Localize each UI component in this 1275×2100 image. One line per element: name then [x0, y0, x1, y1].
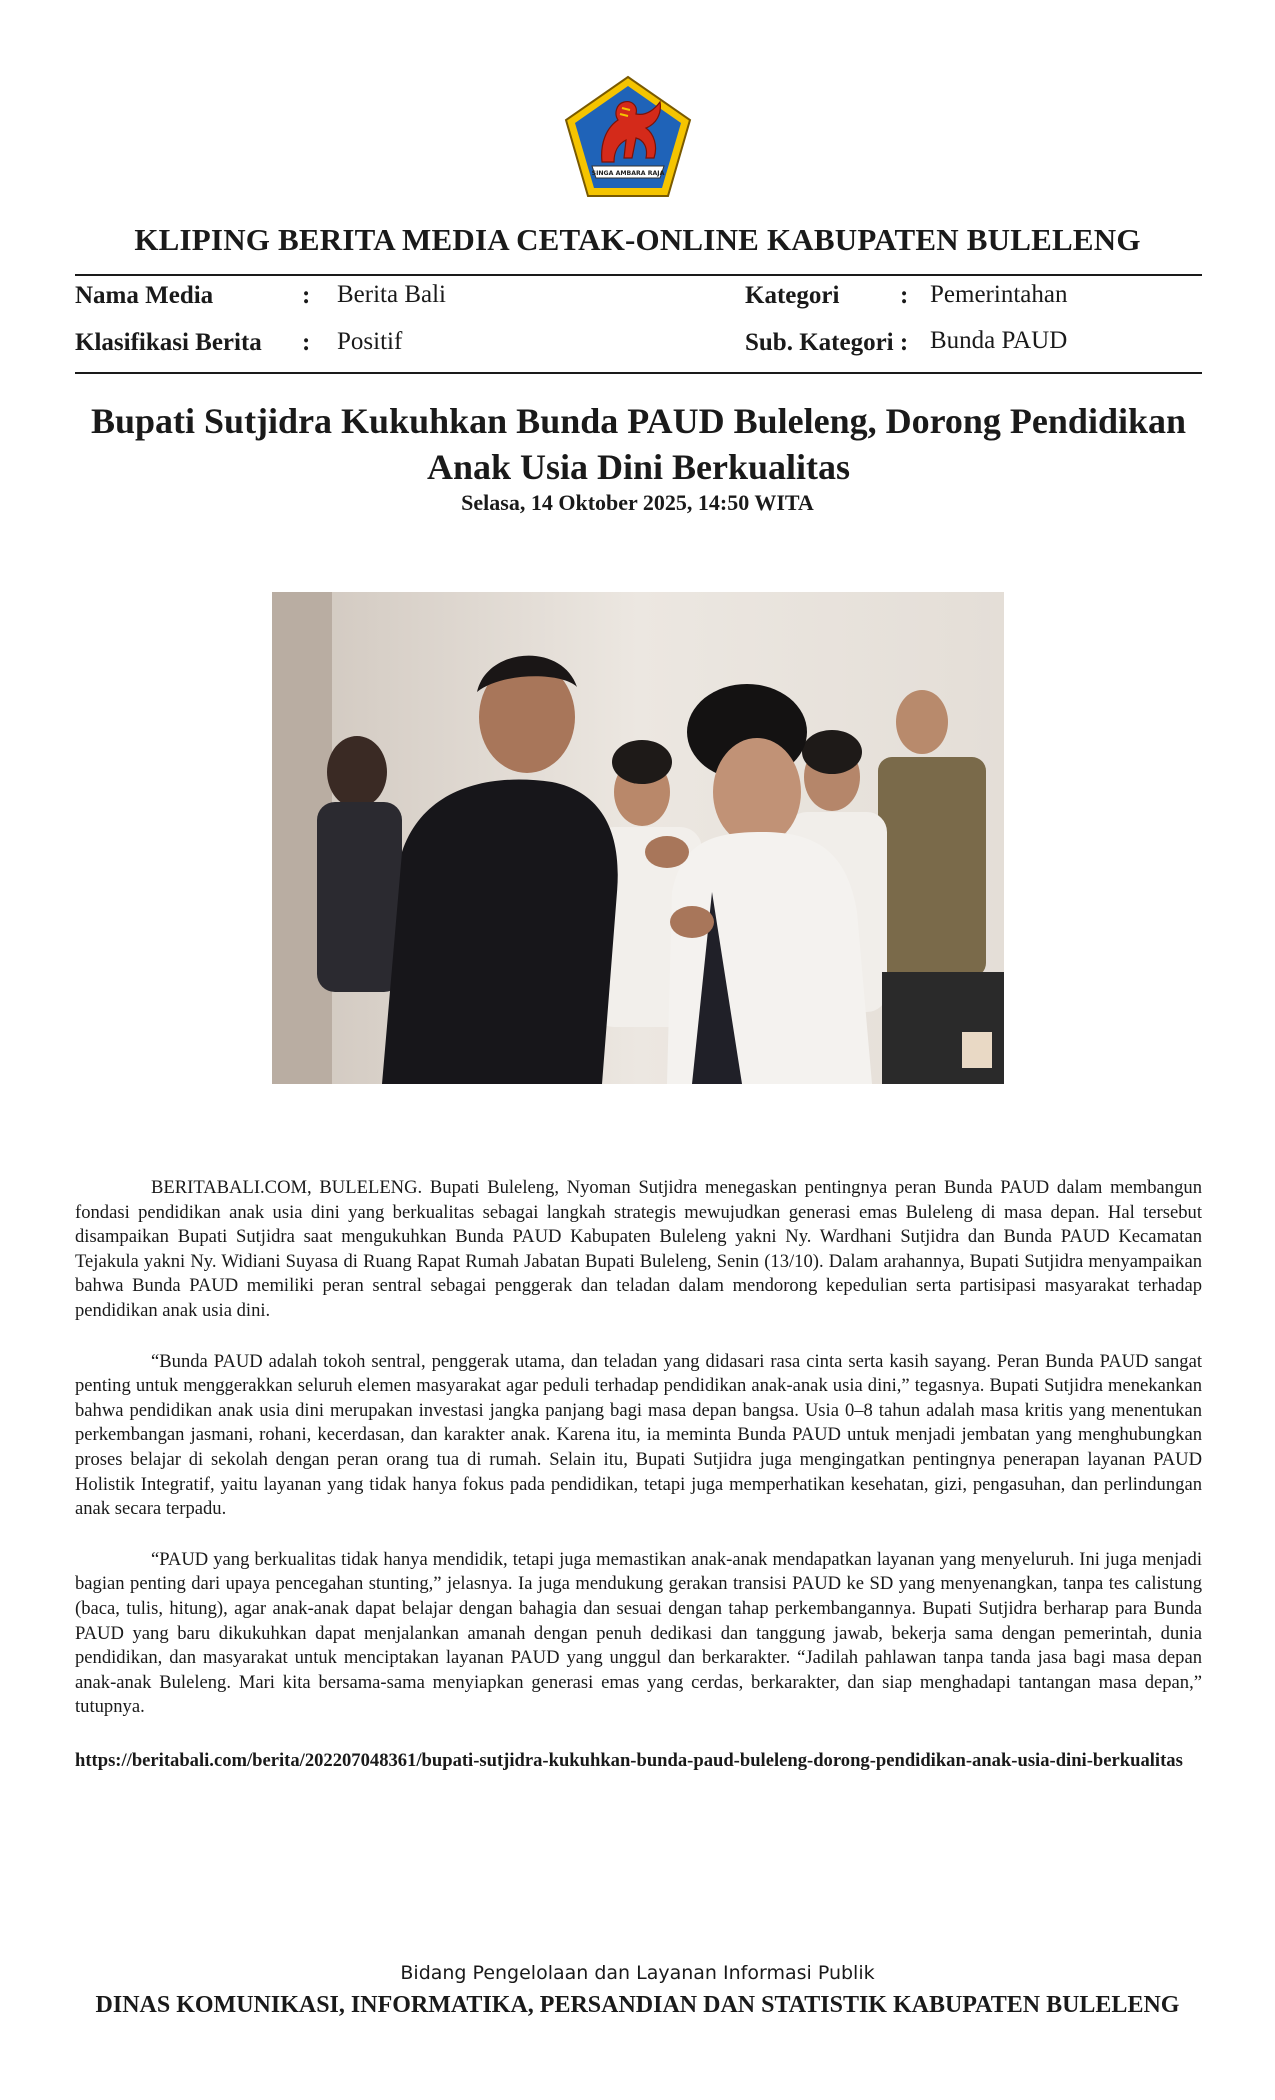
article-paragraph: “Bunda PAUD adalah tokoh sentral, penggerak utama, dan teladan yang didasari rasa cinta serta kasih sayang. Peran Bunda PAUD sangat penting untuk menggerakkan seluruh elemen masyarakat agar peduli terhadap pendidikan anak-anak usia dini,” tegasnya. Bupati Sutjidra menekankan bahwa pendidikan anak usia dini merupakan investasi jangka panjang bagi masa depan bangsa. Usia 0–8 tahun adalah masa kritis yang menentukan perkembangan jasmani, rohani, kecerdasan, dan karakter anak. Karena itu, ia meminta Bunda PAUD untuk menjadi jembatan yang menghubungkan proses belajar di sekolah dengan peran orang tua di rumah. Selain itu, Bupati Sutjidra juga mengingatkan pentingnya penerapan layanan PAUD Holistik Integratif, yaitu layanan yang tidak hanya fokus pada pendidikan, tetapi juga memperhatikan kesehatan, gizi, pengasuhan, dan perlindungan anak secara terpadu.: [75, 1350, 1202, 1520]
article-date: Selasa, 14 Oktober 2025, 14:50 WITA: [461, 490, 814, 515]
kategori-colon: :: [900, 282, 909, 309]
article-photo: [272, 592, 1004, 1084]
article-paragraph: BERITABALI.COM, BULELENG. Bupati Buleleng, Nyoman Sutjidra menegaskan pentingnya peran Bunda PAUD dalam membangun fondasi pendidikan anak usia dini yang berkualitas sebagai langkah strategis mewujudkan generasi emas Buleleng di masa depan. Hal tersebut disampaikan Bupati Sutjidra saat mengukuhkan Bunda PAUD Kabupaten Buleleng yakni Ny. Wardhani Sutjidra dan Bunda PAUD Kecamatan Tejakula yakni Ny. Widiani Suyasa di Ruang Rapat Rumah Jabatan Bupati Buleleng, Senin (13/10). Dalam arahannya, Bupati Sutjidra menyampaikan bahwa Bunda PAUD memiliki peran sentral sebagai penggerak dan teladan dalam mendorong kepedulian serta partisipasi masyarakat terhadap pendidikan anak usia dini.: [75, 1177, 1202, 1321]
article-paragraph: “PAUD yang berkualitas tidak hanya mendidik, tetapi juga memastikan anak-anak mendapatkan layanan yang menyeluruh. Ini juga menjadi bagian penting dari upaya pencegahan stunting,” jelasnya. Ia juga mendukung gerakan transisi PAUD ke SD yang menyenangkan, tanpa tes calistung (baca, tulis, hitung), agar anak-anak dapat belajar dengan bahagia dan sesuai dengan tahap perkembangannya. Bupati Sutjidra berharap para Bunda PAUD yang baru dikukuhkan dapat menjalankan amanah dengan penuh dedikasi dan tanggung jawab, bekerja sama dengan pemerintah, dunia pendidikan, dan masyarakat untuk menciptakan layanan PAUD yang unggul dan berkarakter. “Jadilah pahlawan tanpa tanda jasa bagi masa depan anak-anak Buleleng. Mari kita bersama-sama menyiapkan generasi emas yang cerdas, berkarakter, dan siap menghadapi tantangan masa depan,” tutupnya.: [75, 1548, 1202, 1718]
article-title: Bupati Sutjidra Kukuhkan Bunda PAUD Buleleng, Dorong Pendidikan Anak Usia Dini Berkualitas: [90, 401, 1187, 487]
photo-illustration: [272, 592, 1004, 1084]
document-header-title: KLIPING BERITA MEDIA CETAK-ONLINE KABUPATEN BULELENG: [134, 222, 1141, 257]
footer-agency: DINAS KOMUNIKASI, INFORMATIKA, PERSANDIAN DAN STATISTIK KABUPATEN BULELENG: [95, 1992, 1180, 2018]
header-top-rule: [75, 274, 1202, 276]
kategori-value: Pemerintahan: [930, 281, 1068, 308]
sub-kategori-value: Bunda PAUD: [930, 327, 1068, 354]
klasifikasi-berita-value: Positif: [337, 328, 403, 355]
footer-division: Bidang Pengelolaan dan Layanan Informasi Publik: [400, 1962, 875, 1984]
klasifikasi-colon: :: [302, 329, 311, 356]
nama-media-value: Berita Bali: [337, 281, 446, 308]
nama-media-label: Nama Media: [75, 282, 214, 309]
logo-motto: SINGA AMBARA RAJA: [591, 170, 665, 177]
kategori-label: Kategori: [745, 282, 840, 309]
klasifikasi-berita-label: Klasifikasi Berita: [75, 329, 262, 356]
nama-media-colon: :: [302, 282, 311, 309]
article-body: [75, 1176, 1202, 1746]
kabupaten-buleleng-logo: [562, 74, 694, 200]
sub-kategori-label: Sub. Kategori :: [745, 329, 909, 356]
header-bottom-rule: [75, 372, 1202, 374]
article-source-link[interactable]: https://beritabali.com/berita/202207048361/bupati-sutjidra-kukuhkan-bunda-paud-buleleng-dorong-pendidikan-anak-usia-dini-berkualitas: [75, 1750, 1183, 1771]
